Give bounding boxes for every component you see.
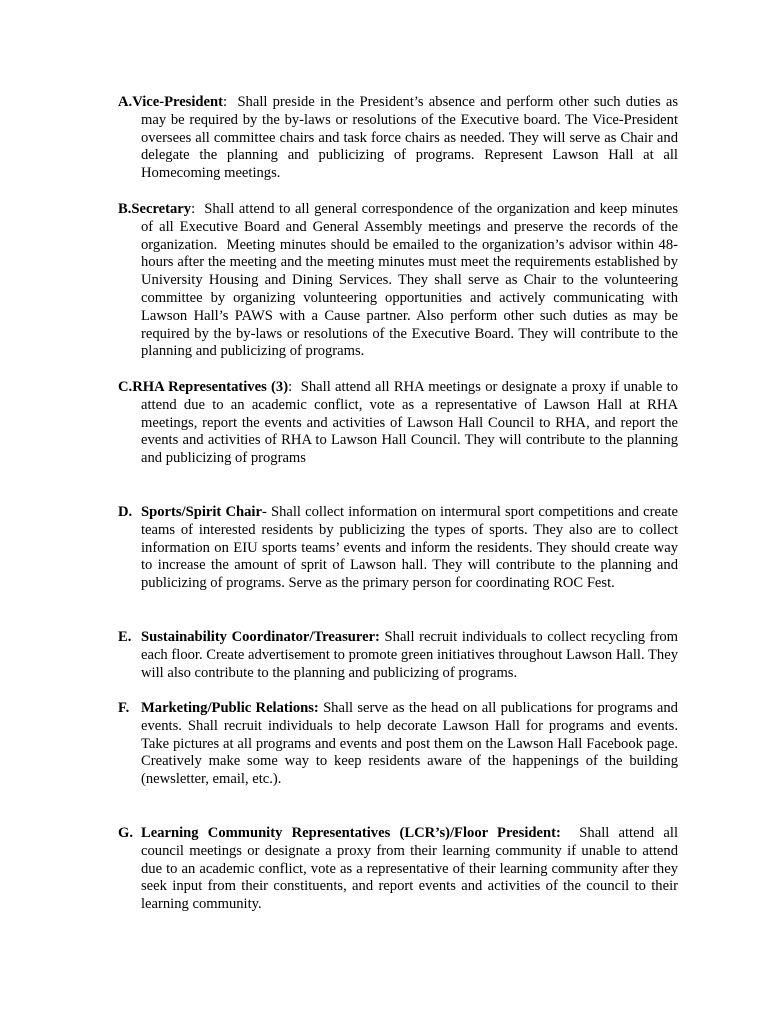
duty-item-secretary (118, 201, 682, 361)
item-letter: E. (118, 629, 132, 645)
item-text: Shall attend all council meetings or designate a proxy from their learning community if unable to attend due to an academic conflict, vote as a representative of their learning community after they seek input from their constituents, and report events and activities of the council to their learning community. (141, 825, 682, 913)
item-letter: B. (118, 201, 132, 217)
duty-item-marketing-public-relations (118, 700, 678, 789)
item-letter: D. (118, 504, 133, 520)
item-text: Shall collect information on intermural sport competitions and create teams of interested residents by publicizing the types of sports. They also are to collect information on EIU sports teams’ events and inform the residents. They should create way to increase the amount of sprit of Lawson hall. They will contribute to the planning and publicizing of programs. Serve as the primary person for coordinating ROC Fest. (141, 504, 678, 592)
item-title: Learning Community Representatives (LCR’s)/Floor President: (141, 825, 561, 841)
item-title: Sports/Spirit Chair (141, 504, 262, 520)
item-separator: : (191, 201, 196, 217)
duty-item-rha-representatives (118, 379, 682, 468)
item-text: Shall preside in the President’s absence and perform other such duties as may be required by the by-laws or resolutions of the Executive board. The Vice-President oversees all committee chairs and task force chairs as needed. They will serve as Chair and delegate the planning and publicizing of programs. Represent Lawson Hall at all Homecoming meetings. (141, 94, 682, 182)
item-letter: A. (118, 94, 133, 110)
item-separator: : (288, 379, 293, 395)
item-separator: - (261, 504, 267, 520)
duty-item-sports-spirit-chair (118, 504, 678, 593)
item-letter: C. (118, 379, 133, 395)
item-text: Shall attend to all general correspondence of the organization and keep minutes of all Executive Board and General Assembly meetings and preserve the records of the organization. Meeting minutes should be emailed to the organization’s advisor within 48-hours after the meeting and the meeting minutes must meet the requirements established by University Housing and Dining Services. They shall serve as Chair to the volunteering committee by organizing volunteering opportunities and actively communicating with Lawson Hall’s PAWS with a Cause partner. Also perform other such duties as may be required by the by-laws or resolutions of the Executive Board. They will contribute to the planning and publicizing of programs. (141, 201, 682, 360)
item-text: Shall serve as the head on all publications for programs and events. Shall recruit individuals to help decorate Lawson Hall for programs and events. Take pictures at all programs and events and post them on the Lawson Hall Facebook page. Creatively make some way to keep residents aware of the happenings of the building (newsletter, email, etc.). (141, 700, 678, 788)
item-title: RHA Representatives (3) (132, 379, 289, 395)
item-text: Shall recruit individuals to collect recycling from each floor. Create advertisement to promote green initiatives throughout Lawson Hall. They will also contribute to the planning and publicizing of programs. (141, 629, 679, 681)
item-letter: F. (118, 700, 130, 716)
item-title: Vice-President (132, 94, 223, 110)
item-title: Secretary (131, 201, 192, 217)
item-text: Shall attend all RHA meetings or designate a proxy if unable to attend due to an academic conflict, vote as a representative of Lawson Hall at RHA meetings, report the events and activities of Lawson Hall Council to RHA, and report the events and activities of RHA to Lawson Hall Council. They will contribute to the planning and publicizing of programs (141, 379, 682, 467)
item-title: Sustainability Coordinator/Treasurer: (141, 629, 380, 645)
duty-item-sustainability-treasurer (118, 629, 678, 682)
item-letter: G. (118, 825, 133, 841)
duty-item-learning-community-representatives (118, 825, 682, 914)
duty-item-vice-president (118, 94, 682, 183)
item-separator: : (222, 94, 228, 110)
item-title: Marketing/Public Relations: (141, 700, 319, 716)
